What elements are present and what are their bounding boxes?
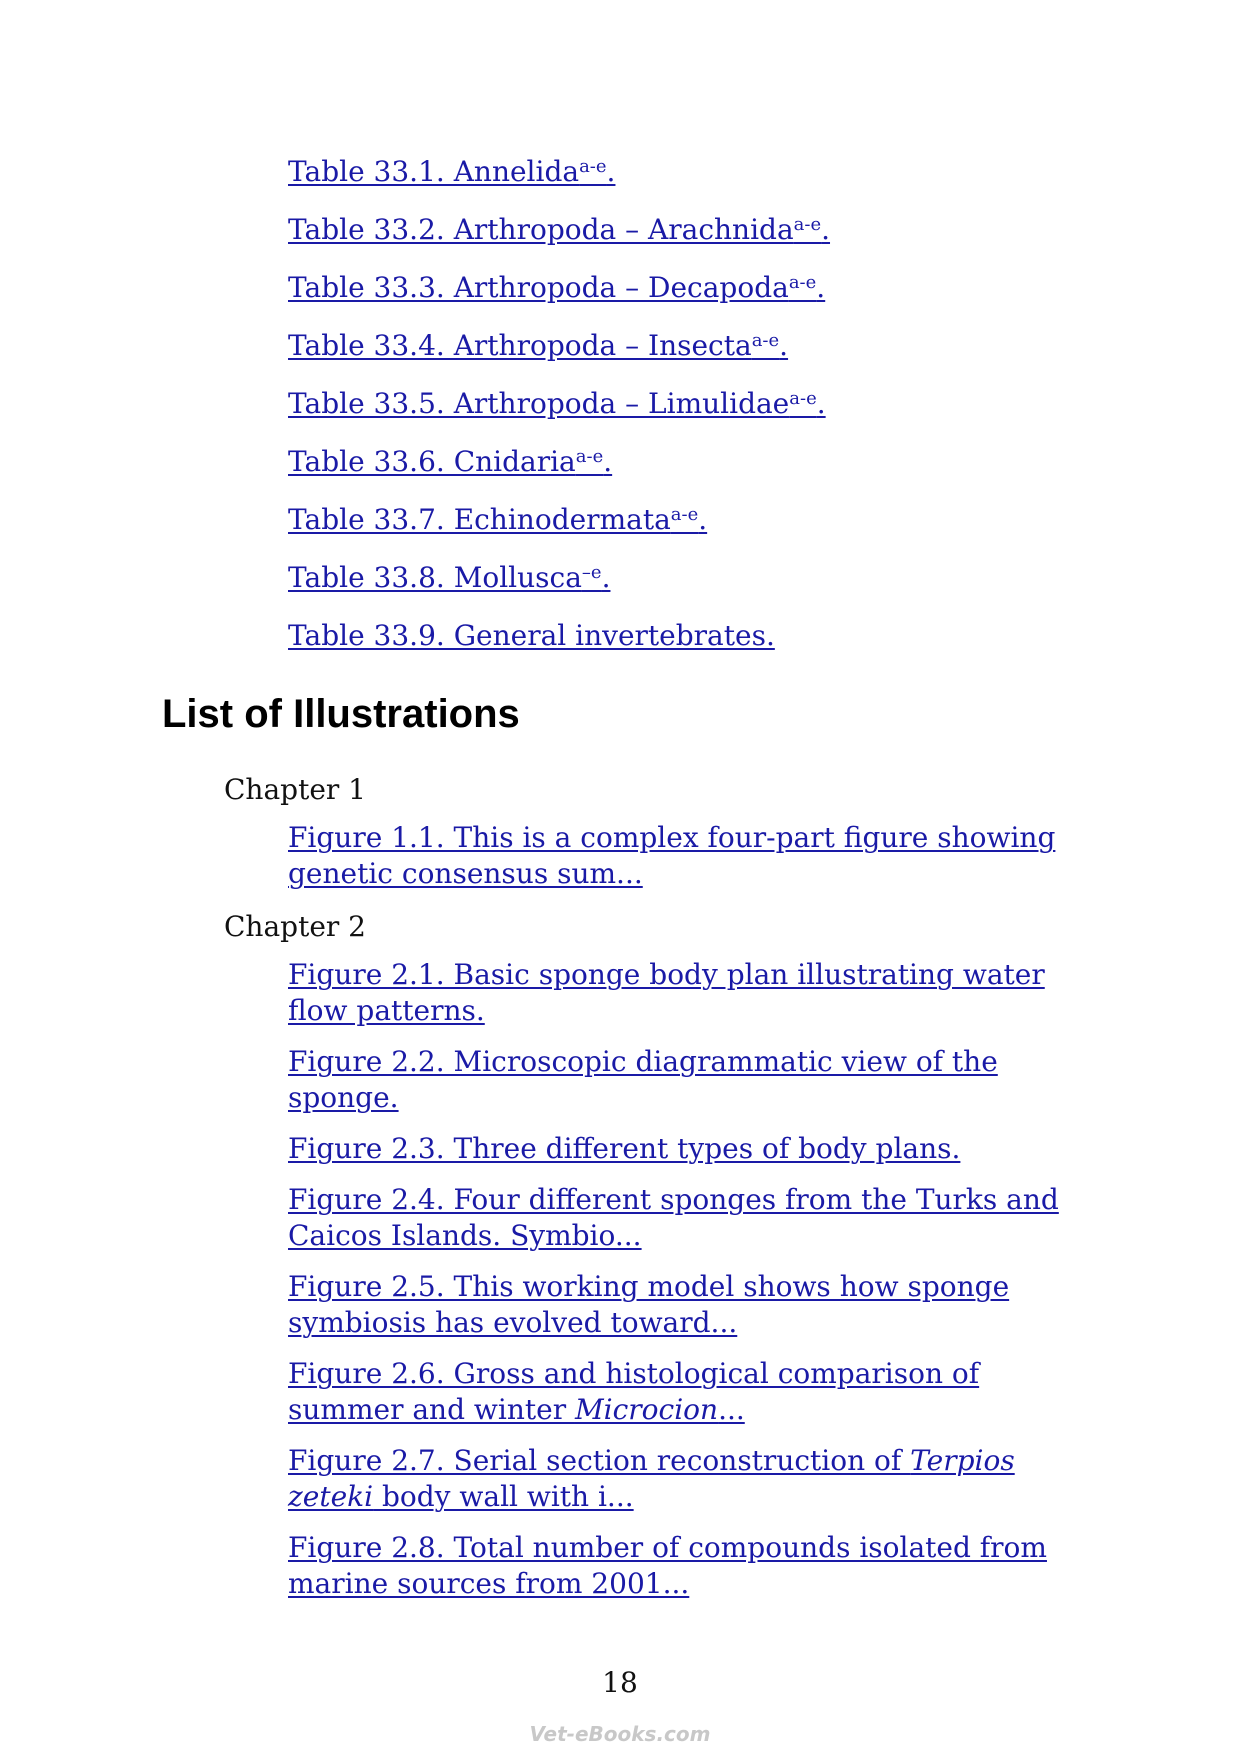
illustration-list [224,770,1124,1617]
figure-link[interactable]: Figure 2.5. This working model shows how sponge symbiosis has evolved toward... [288,1270,1010,1339]
table-link[interactable]: Table 33.9. General invertebrates. [288,619,775,652]
watermark-logo: Vet-eBooks.com [529,1722,711,1746]
list-item [288,1530,1088,1602]
figure-link[interactable]: Figure 2.6. Gross and histological comparison of summer and winter Microcion... [288,1357,980,1426]
list-item [288,500,1148,558]
list-item [288,1443,1088,1515]
table-link[interactable]: Table 33.4. Arthropoda – Insecta$^{a-e}$. [288,329,789,362]
list-item [288,210,1148,268]
table-link[interactable]: Table 33.8. Mollusca$^{-e}$. [288,561,611,594]
chapter-label: Chapter 2 [224,910,366,943]
list-item [288,558,1148,616]
list-item [288,1044,1088,1116]
list-item [288,957,1088,1029]
list-item [288,820,1088,892]
section-heading: List of Illustrations [162,692,520,736]
figure-link[interactable]: Figure 2.7. Serial section reconstruction of Terpios zeteki body wall with i... [288,1444,1015,1513]
figure-link[interactable]: Figure 2.3. Three different types of body plans. [288,1132,961,1165]
table-link[interactable]: Table 33.2. Arthropoda – Arachnida$^{a-e}$. [288,213,831,246]
list-item [288,326,1148,384]
list-item [288,268,1148,326]
list-item [288,384,1148,442]
list-item [288,1269,1088,1341]
chapter-label: Chapter 1 [224,773,366,806]
figure-link[interactable]: Figure 2.1. Basic sponge body plan illustrating water flow patterns. [288,958,1045,1027]
table-list [288,152,1148,674]
page-number: 18 [602,1666,638,1699]
list-item [288,1131,1088,1167]
table-link[interactable]: Table 33.7. Echinodermata$^{a-e}$. [288,503,708,536]
table-link[interactable]: Table 33.3. Arthropoda – Decapoda$^{a-e}$. [288,271,826,304]
list-item [288,1356,1088,1428]
figure-link[interactable]: Figure 2.4. Four different sponges from the Turks and Caicos Islands. Symbio... [288,1183,1059,1252]
list-item [288,152,1148,210]
table-link[interactable]: Table 33.6. Cnidaria$^{a-e}$. [288,445,613,478]
figure-link[interactable]: Figure 2.8. Total number of compounds isolated from marine sources from 2001... [288,1531,1047,1600]
list-item [288,442,1148,500]
list-item [288,616,1148,674]
figure-link[interactable]: Figure 2.2. Microscopic diagrammatic view of the sponge. [288,1045,998,1114]
figure-link[interactable]: Figure 1.1. This is a complex four-part figure showing genetic consensus sum... [288,821,1056,890]
table-link[interactable]: Table 33.5. Arthropoda – Limulidae$^{a-e}$. [288,387,826,420]
table-link[interactable]: Table 33.1. Annelida$^{a-e}$. [288,155,616,188]
list-item [288,1182,1088,1254]
